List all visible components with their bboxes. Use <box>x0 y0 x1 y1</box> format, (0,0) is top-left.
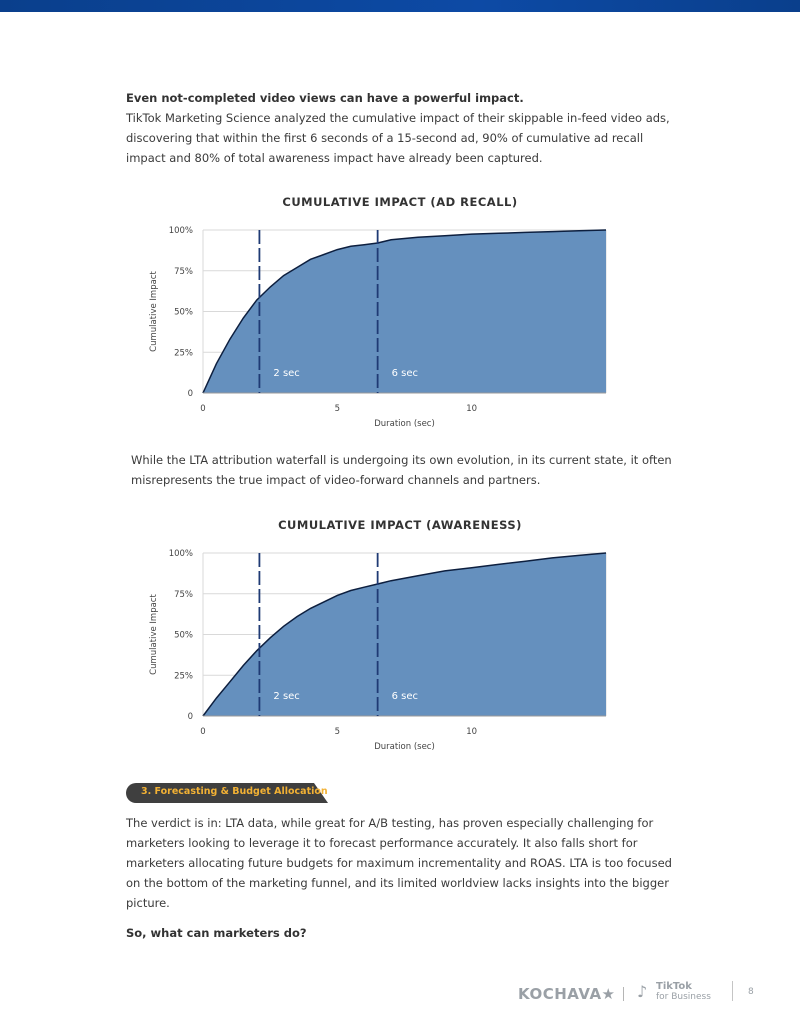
y-axis-label: Cumulative Impact <box>149 271 159 352</box>
x-tick-label: 10 <box>466 727 478 737</box>
y-tick-label: 50% <box>174 630 193 641</box>
intro-heading: Even not-completed video views can have a powerful impact. <box>126 91 524 105</box>
x-tick-label: 0 <box>200 727 206 737</box>
marker-label: 2 sec <box>273 368 300 379</box>
x-tick-label: 5 <box>334 727 341 737</box>
page-number-divider <box>732 981 733 1001</box>
kochava-logo: KOCHAVA★ <box>518 985 616 1003</box>
x-tick-label: 0 <box>200 404 206 414</box>
tiktok-logo-sub: for Business <box>656 992 711 1002</box>
section-tag-label: 3. Forecasting & Budget Allocation <box>141 786 328 797</box>
y-tick-label: 50% <box>174 307 193 318</box>
chart-title-awareness: CUMULATIVE IMPACT (AWARENESS) <box>278 518 522 532</box>
x-tick-label: 5 <box>334 404 341 414</box>
awareness-chart <box>0 543 800 758</box>
y-tick-label: 25% <box>174 671 193 682</box>
y-tick-label: 100% <box>168 226 193 236</box>
page-number: 8 <box>748 987 754 997</box>
y-tick-label: 0 <box>187 712 193 722</box>
closing-question: So, what can marketers do? <box>126 926 307 940</box>
marker-label: 6 sec <box>391 368 419 379</box>
chart-title-ad-recall: CUMULATIVE IMPACT (AD RECALL) <box>282 195 518 209</box>
y-axis-label: Cumulative Impact <box>149 594 159 675</box>
marker-label: 6 sec <box>391 691 419 702</box>
ad-recall-chart <box>0 220 800 435</box>
x-axis-label: Duration (sec) <box>374 742 435 752</box>
lta-paragraph: While the LTA attribution waterfall is undergoing its own evolution, in its current state, it often misrepresents the true impact of video-forward channels and partners. <box>131 453 672 487</box>
section-tag <box>126 783 328 803</box>
x-tick-label: 10 <box>466 404 478 414</box>
tiktok-icon: ♪ <box>637 982 648 1001</box>
x-axis-label: Duration (sec) <box>374 419 435 429</box>
y-tick-label: 0 <box>187 389 193 399</box>
intro-paragraph: TikTok Marketing Science analyzed the cumulative impact of their skippable in-feed video ads, discovering that within the first 6 seconds of a 15-second ad, 90% of cumulative ad recall impact and 80% of total awareness impact have already been captured. <box>126 111 670 165</box>
y-tick-label: 75% <box>174 589 193 600</box>
intro-block <box>126 88 686 168</box>
y-tick-label: 100% <box>168 549 193 559</box>
top-accent-bar <box>0 0 800 12</box>
tiktok-logo-name: TikTok <box>656 981 692 992</box>
footer-divider <box>623 987 624 1001</box>
y-tick-label: 25% <box>174 348 193 359</box>
marker-label: 2 sec <box>273 691 300 702</box>
forecasting-paragraph: The verdict is in: LTA data, while great for A/B testing, has proven especially challenging for marketers looking to leverage it to forecast performance accurately. It also falls short for marketers allocating future budgets for maximum incrementality and ROAS. LTA is too focused on the bottom of the marketing funnel, and its limited worldview lacks insights into the bigger picture. <box>126 816 672 910</box>
y-tick-label: 75% <box>174 266 193 277</box>
